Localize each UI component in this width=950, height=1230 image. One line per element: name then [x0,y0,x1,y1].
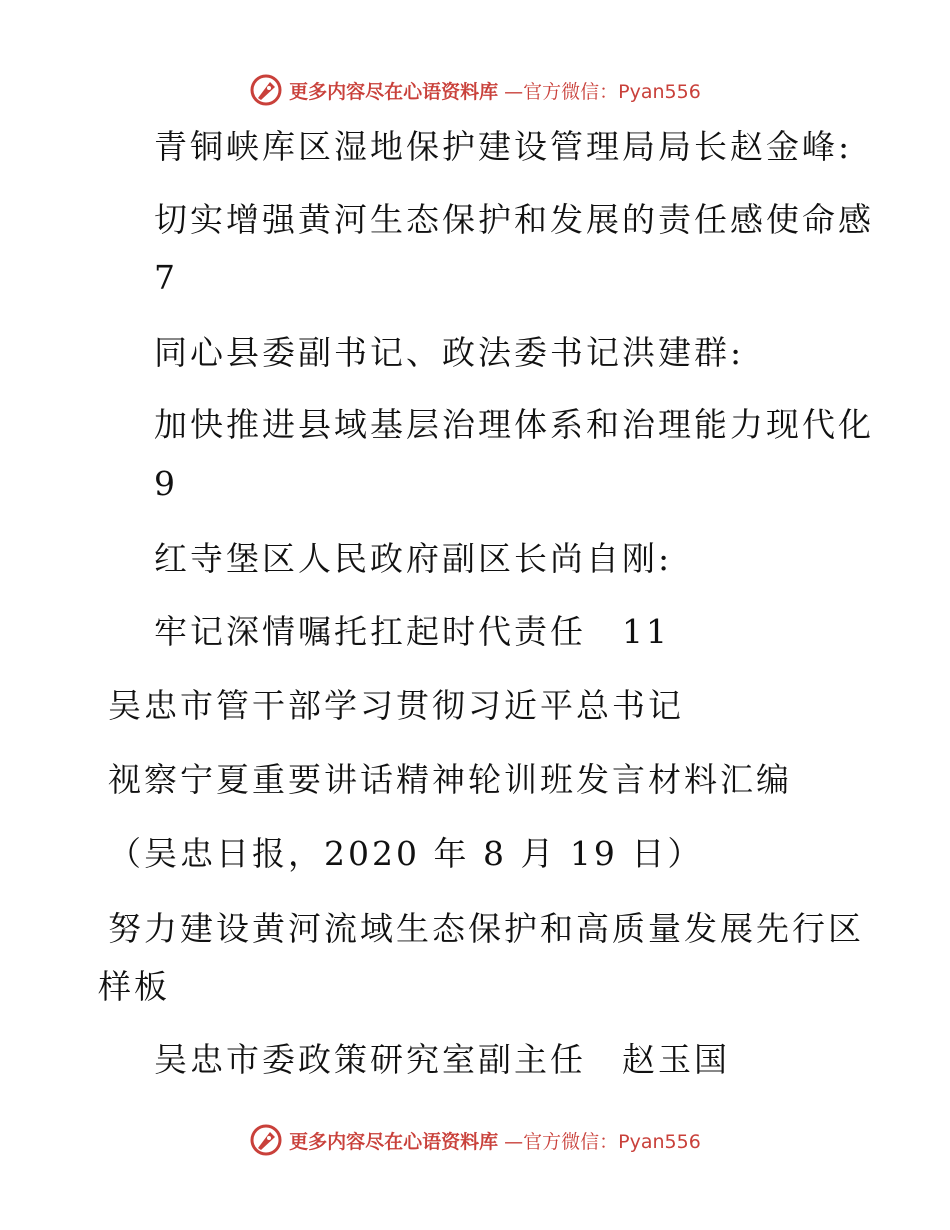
toc-author-zhao-yuguo: 吴忠市委政策研究室副主任 赵玉国 [154,1040,730,1079]
toc-heading-hongsibao: 红寺堡区人民政府副区长尚自刚: [154,539,673,578]
toc-heading-tongxin: 同心县委副书记、政法委书记洪建群: [154,333,745,372]
watermark-rest-text: —官方微信：Pyan556 [504,1130,701,1153]
section-title-line-2: 视察宁夏重要讲话精神轮训班发言材料汇编 [108,760,792,799]
section-source-date: （吴忠日报，2020 年 8 月 19 日） [108,834,704,873]
toc-page-number: 9 [154,464,178,503]
watermark-lead-text: 更多内容尽在心语资料库 [289,80,499,103]
pen-nib-logo-icon [249,73,283,107]
toc-title-shoulder-responsibility: 牢记深情嘱托扛起时代责任 11 [154,612,670,651]
watermark-banner-bottom [0,1120,950,1160]
toc-title-yellow-river-responsibility: 切实增强黄河生态保护和发展的责任感使命感 [154,200,874,239]
toc-heading-qingtongxia: 青铜峡库区湿地保护建设管理局局长赵金峰: [154,127,853,166]
toc-title-pilot-zone: 努力建设黄河流域生态保护和高质量发展先行区 [108,909,864,948]
watermark-banner-top [0,70,950,110]
toc-page-number: 7 [154,258,178,297]
section-title-line-1: 吴忠市管干部学习贯彻习近平总书记 [108,686,684,725]
toc-title-governance-modernization: 加快推进县域基层治理体系和治理能力现代化 [154,405,874,444]
watermark-lead-text: 更多内容尽在心语资料库 [289,1130,499,1153]
watermark-rest-text: —官方微信：Pyan556 [504,80,701,103]
toc-title-pilot-zone-wrap: 样板 [98,967,170,1006]
pen-nib-logo-icon [249,1123,283,1157]
